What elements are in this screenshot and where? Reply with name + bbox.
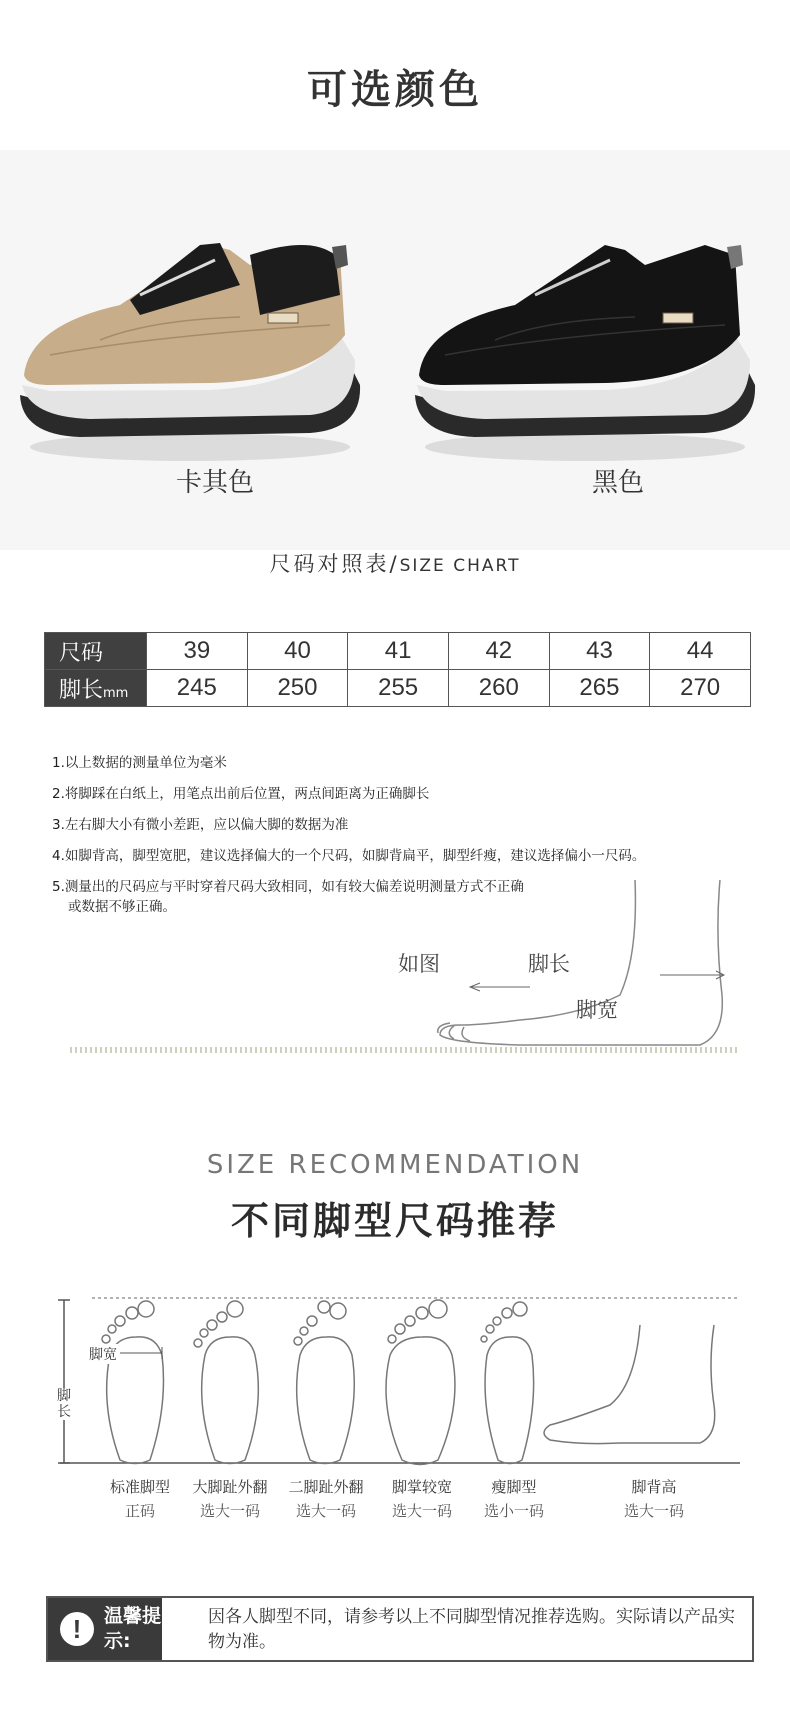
foot-type-name: 二脚趾外翻 — [288, 1478, 364, 1496]
tip-box — [46, 1596, 754, 1662]
diagram-label-example: 如图 — [398, 952, 440, 976]
length-cell: 245 — [147, 670, 248, 707]
size-cell: 42 — [448, 633, 549, 670]
length-cell: 250 — [247, 670, 348, 707]
length-cell: 255 — [348, 670, 449, 707]
color-option-khaki[interactable]: 卡其色 — [175, 468, 254, 498]
diagram-label-foot-width: 脚宽 — [576, 998, 618, 1022]
note-item: 3.左右脚大小有微小差距，应以偏大脚的数据为准 — [52, 817, 349, 833]
foot-type-name: 大脚趾外翻 — [192, 1478, 268, 1496]
color-option-black[interactable]: 黑色 — [591, 468, 644, 498]
size-cell: 40 — [247, 633, 348, 670]
size-chart-title-separator: / — [389, 552, 400, 576]
foot-type-name: 标准脚型 — [109, 1478, 170, 1496]
diagram-label-foot-length: 脚长 — [528, 952, 570, 976]
tip-title: 温馨提示: — [104, 1605, 162, 1652]
foot-length-unit: mm — [103, 685, 129, 701]
foot-type-high-instep — [594, 1475, 714, 1523]
foot-type-name: 脚掌较宽 — [391, 1478, 452, 1496]
size-cell: 43 — [549, 633, 650, 670]
foot-length-row — [45, 670, 751, 707]
recommendation-title-en: SIZE RECOMMENDATION — [206, 1150, 584, 1180]
size-cell: 41 — [348, 633, 449, 670]
size-chart-title-en: SIZE CHART — [399, 556, 521, 576]
foot-type-slim — [454, 1475, 574, 1523]
size-cell: 44 — [650, 633, 751, 670]
tip-header — [48, 1598, 162, 1660]
size-row — [45, 633, 751, 670]
foot-type-advice: 选大一码 — [623, 1502, 684, 1520]
size-chart-title — [0, 548, 790, 578]
size-table — [44, 632, 751, 707]
foot-length-label: 脚长 — [59, 677, 104, 703]
recommendation-title-cn: 不同脚型尺码推荐 — [230, 1199, 559, 1243]
note-item: 或数据不够正确。 — [68, 899, 176, 915]
size-cell: 39 — [147, 633, 248, 670]
axis-foot-length-label: 脚长 — [57, 1388, 71, 1420]
black-shoe-image[interactable] — [405, 225, 765, 485]
foot-type-advice: 选大一码 — [199, 1502, 260, 1520]
size-chart-title-cn: 尺码对照表 — [269, 552, 390, 576]
length-cell: 270 — [650, 670, 751, 707]
foot-type-advice: 选大一码 — [295, 1502, 356, 1520]
note-item: 5.测量出的尺码应与平时穿着尺码大致相同，如有较大偏差说明测量方式不正确 — [52, 879, 524, 895]
foot-type-advice: 选大一码 — [391, 1502, 452, 1520]
foot-type-name: 瘦脚型 — [491, 1478, 537, 1496]
page-title: 可选颜色 — [307, 67, 483, 113]
foot-type-advice: 正码 — [124, 1502, 155, 1520]
foot-type-name: 脚背高 — [631, 1478, 677, 1496]
note-item: 2.将脚踩在白纸上，用笔点出前后位置，两点间距离为正确脚长 — [52, 786, 430, 802]
size-row-header: 尺码 — [45, 633, 147, 670]
foot-type-diagram — [50, 1295, 750, 1470]
khaki-shoe-image[interactable] — [10, 225, 370, 485]
foot-type-advice: 选小一码 — [483, 1502, 544, 1520]
tip-text: 因各人脚型不同，请参考以上不同脚型情况推荐选购。实际请以产品实物为准。 — [208, 1607, 735, 1652]
note-item: 1.以上数据的测量单位为毫米 — [52, 755, 227, 771]
axis-foot-width-label: 脚宽 — [86, 1344, 120, 1364]
note-item: 4.如脚背高，脚型宽肥，建议选择偏大的一个尺码，如脚背扁平，脚型纤瘦，建议选择偏小一尺码。 — [52, 848, 646, 864]
exclamation-icon: ! — [60, 1612, 94, 1646]
length-cell: 260 — [448, 670, 549, 707]
foot-length-row-header — [45, 670, 147, 707]
length-cell: 265 — [549, 670, 650, 707]
